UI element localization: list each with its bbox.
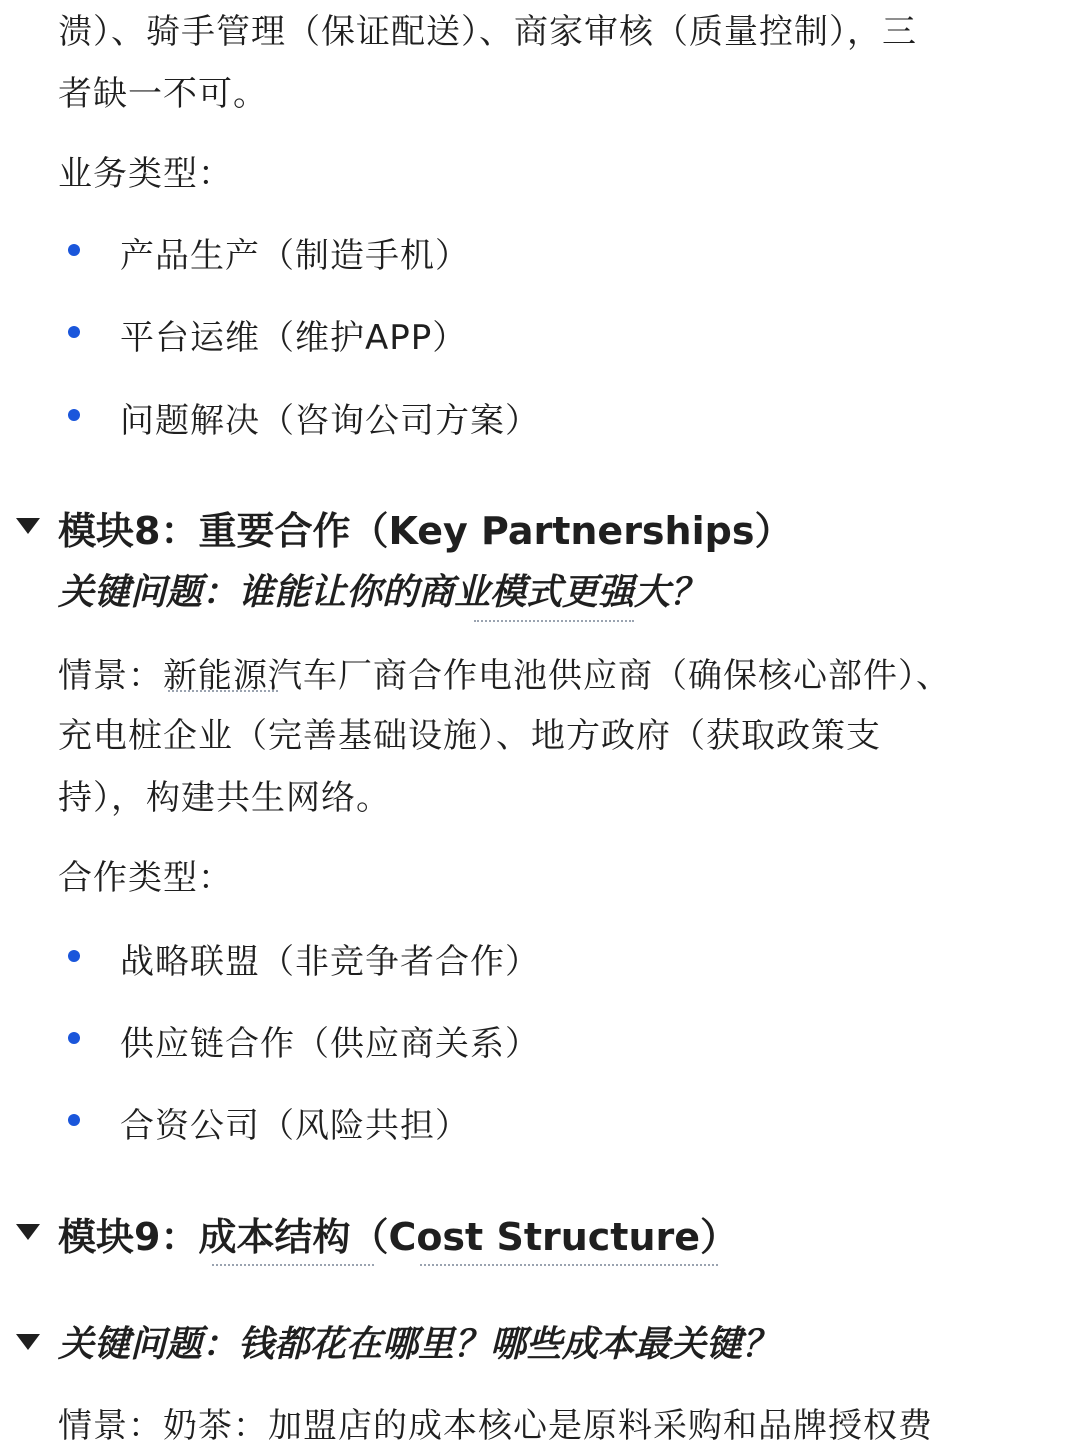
bullet-icon bbox=[68, 409, 80, 421]
intro-line-2: 者缺一不可。 bbox=[58, 74, 268, 114]
dotted-underline bbox=[474, 620, 634, 622]
dotted-underline bbox=[212, 1264, 374, 1266]
list-item-text: 合资公司（风险共担） bbox=[120, 1106, 470, 1146]
dotted-underline bbox=[420, 1264, 718, 1266]
cooperation-types-label: 合作类型： bbox=[58, 858, 233, 898]
bullet-icon bbox=[68, 244, 80, 256]
module9-heading: 模块9：成本结构（Cost Structure） bbox=[58, 1215, 739, 1259]
module8-scenario-line-2: 充电桩企业（完善基础设施）、地方政府（获取政策支 bbox=[58, 716, 881, 756]
module8-question: 关键问题：谁能让你的商业模式更强大？ bbox=[58, 572, 707, 613]
bullet-icon bbox=[68, 1114, 80, 1126]
bullet-icon bbox=[68, 326, 80, 338]
collapse-caret-icon[interactable] bbox=[16, 1334, 40, 1350]
module8-scenario-line-3: 持），构建共生网络。 bbox=[58, 778, 391, 818]
module8-scenario-line-1: 情景：新能源汽车厂商合作电池供应商（确保核心部件）、 bbox=[58, 656, 951, 696]
business-types-label: 业务类型： bbox=[58, 154, 233, 194]
module8-heading: 模块8：重要合作（Key Partnerships） bbox=[58, 509, 793, 553]
bullet-icon bbox=[68, 950, 80, 962]
intro-line-1: 溃）、骑手管理（保证配送）、商家审核（质量控制），三 bbox=[58, 12, 917, 52]
bullet-icon bbox=[68, 1032, 80, 1044]
list-item-text: 供应链合作（供应商关系） bbox=[120, 1024, 540, 1064]
collapse-caret-icon[interactable] bbox=[16, 518, 40, 534]
collapse-caret-icon[interactable] bbox=[16, 1224, 40, 1240]
dotted-underline bbox=[168, 690, 278, 692]
list-item-text: 问题解决（咨询公司方案） bbox=[120, 401, 540, 441]
list-item-text: 平台运维（维护APP） bbox=[120, 318, 468, 358]
list-item-text: 战略联盟（非竞争者合作） bbox=[120, 942, 540, 982]
module9-question: 关键问题：钱都花在哪里？哪些成本最关键？ bbox=[58, 1324, 779, 1365]
list-item-text: 产品生产（制造手机） bbox=[120, 236, 470, 276]
module9-scenario-line-1: 情景：奶茶：加盟店的成本核心是原料采购和品牌授权费 bbox=[58, 1406, 933, 1446]
